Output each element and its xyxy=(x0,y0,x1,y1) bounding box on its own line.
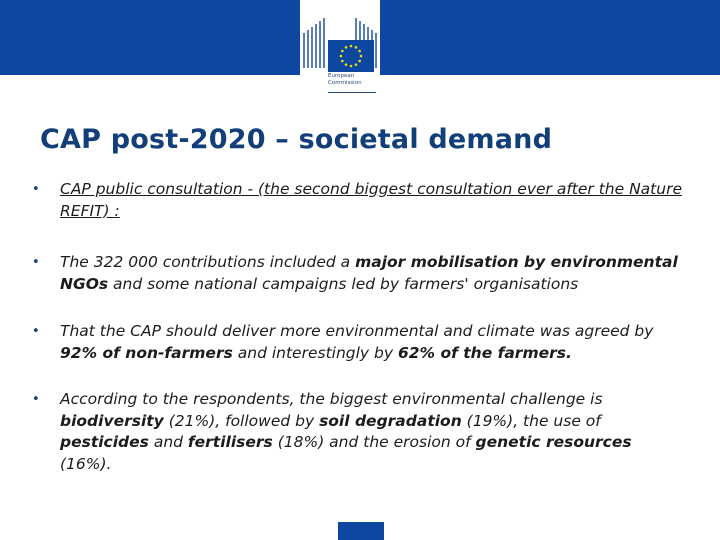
bullet-segment: (21%), followed by xyxy=(163,411,320,430)
eu-star xyxy=(340,55,343,58)
bullet-text xyxy=(60,321,682,364)
bullet-segment: and xyxy=(148,433,188,451)
bullet-emphasis: major mobilisation by environmental NGOs xyxy=(60,253,678,293)
bullet-segment: The 322 000 contributions included a xyxy=(60,253,356,271)
eu-star xyxy=(341,60,344,63)
bullet-text xyxy=(60,252,682,295)
eu-star xyxy=(350,65,353,68)
bullet-segment: According to the respondents, the biggest environmental challenge is xyxy=(60,390,603,408)
bullet-dot: • xyxy=(32,324,40,339)
eu-star xyxy=(358,50,361,53)
bullet-segment: (18%) and the erosion of xyxy=(272,433,476,451)
bullet-emphasis: pesticides xyxy=(60,433,149,451)
bullet-segment: and interestingly by xyxy=(232,343,398,362)
bullet-item xyxy=(32,252,682,295)
bullet-emphasis: 92% of non-farmers xyxy=(60,343,233,362)
eu-star xyxy=(341,50,344,53)
bullet-emphasis: genetic resources xyxy=(475,433,632,451)
bullet-dot: • xyxy=(32,182,40,197)
bullet-text xyxy=(60,179,682,222)
eu-star xyxy=(360,55,363,58)
bullet-emphasis: soil degradation xyxy=(319,411,462,430)
bullet-text xyxy=(60,389,682,475)
bullet-segment: and some national campaigns led by farmers' organisations xyxy=(108,274,579,293)
slide-title: CAP post-2020 – societal demand xyxy=(40,124,553,155)
logo-wordmark: European Commission xyxy=(328,73,362,86)
logo-rule xyxy=(328,92,376,93)
bullet-item xyxy=(32,389,682,475)
bullet-segment: CAP public consultation - (the second biggest consultation ever after the Nature REFIT) : xyxy=(60,180,682,220)
bullet-segment: (16%). xyxy=(60,454,112,473)
bullet-segment: (19%), the use of xyxy=(461,411,601,430)
bullet-item xyxy=(32,321,682,364)
eu-star xyxy=(345,46,348,49)
bullet-item xyxy=(32,179,682,222)
bullet-emphasis: biodiversity xyxy=(60,411,164,430)
bullet-emphasis: 62% of the farmers. xyxy=(397,343,572,362)
eu-star xyxy=(345,63,348,66)
eu-star xyxy=(350,45,353,48)
bullet-dot: • xyxy=(32,255,40,270)
footer-blue-box xyxy=(338,522,384,540)
european-commission-logo xyxy=(300,0,380,98)
bullet-emphasis: fertilisers xyxy=(187,433,273,451)
eu-star xyxy=(355,63,358,66)
eu-star xyxy=(355,46,358,49)
eu-star xyxy=(358,60,361,63)
bullet-dot: • xyxy=(32,392,40,407)
bullet-segment: That the CAP should deliver more environmental and climate was agreed by xyxy=(60,322,654,340)
